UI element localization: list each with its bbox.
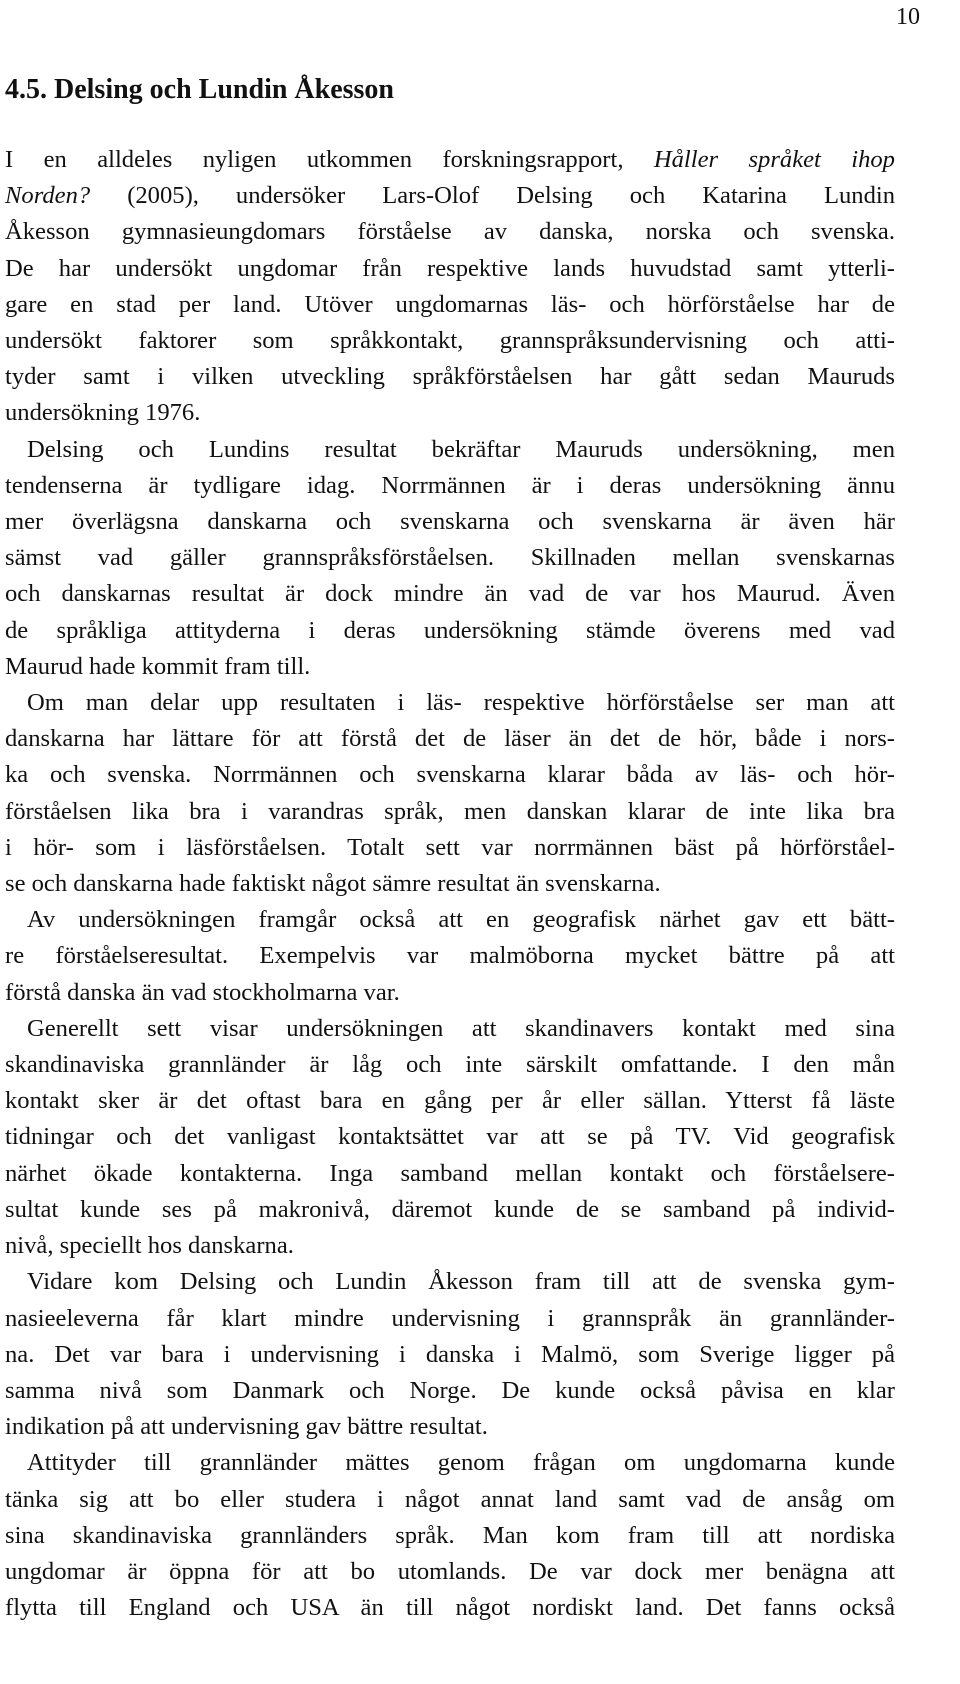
text-line (5, 685, 895, 721)
text-line (5, 1337, 895, 1373)
line-text: Åkesson gymnasieungdomars förståelse av danska, norska och svenska. (5, 218, 895, 246)
text-line (5, 1482, 895, 1518)
line-text: samma nivå som Danmark och Norge. De kunde också påvisa en klar (5, 1376, 895, 1404)
line-text: danskarna har lättare för att förstå det de läser än det de hör, både i nors- (5, 725, 895, 753)
text-line (5, 540, 895, 576)
text-line (5, 1373, 895, 1409)
body-text (5, 142, 895, 1626)
line-text: sina skandinaviska grannländers språk. Man kom fram till att nordiska (5, 1521, 895, 1549)
line-text: na. Det var bara i undervisning i danska i Malmö, som Sverige ligger på (5, 1340, 895, 1368)
line-text: De har undersökt ungdomar från respektive lands huvudstad samt ytterli- (5, 254, 895, 282)
text-line (5, 613, 895, 649)
text-line (5, 323, 895, 359)
text-line (5, 794, 895, 830)
text-line (5, 142, 895, 178)
line-text: närhet ökade kontakterna. Inga samband mellan kontakt och förståelsere- (5, 1159, 895, 1187)
text-line (5, 1301, 895, 1337)
line-text: de språkliga attityderna i deras undersökning stämde överens med vad (5, 616, 895, 644)
section-heading: 4.5. Delsing och Lundin Åkesson (5, 74, 395, 105)
text-line (5, 1083, 895, 1119)
line-text: ka och svenska. Norrmännen och svenskarna klarar båda av läs- och hör- (5, 761, 895, 789)
paragraph (5, 902, 895, 1011)
text-line (5, 902, 895, 938)
line-text: se och danskarna hade faktiskt något sämre resultat än svenskarna. (5, 870, 661, 898)
text-line (5, 576, 895, 612)
line-text: i hör- som i läsförståelsen. Totalt sett var norrmännen bäst på hörförståel- (5, 833, 895, 861)
line-text: nasieeleverna får klart mindre undervisning i grannspråk än grannländer- (5, 1304, 895, 1332)
paragraph (5, 685, 895, 902)
text-line (5, 1445, 895, 1481)
text-line (5, 938, 895, 974)
paragraph (5, 432, 895, 685)
line-text: Maurud hade kommit fram till. (5, 652, 311, 680)
text-line (5, 1590, 895, 1626)
text-line (5, 359, 895, 395)
italic-title-text: Håller språket ihop (653, 146, 895, 173)
text-line (5, 757, 895, 793)
text-line (5, 1518, 895, 1554)
text-line (5, 178, 895, 214)
text-line (5, 975, 895, 1011)
paragraph (5, 1011, 895, 1264)
line-text: kontakt sker är det oftast bara en gång per år eller sällan. Ytterst få läste (5, 1087, 895, 1115)
italic-title-text: Norden? (5, 182, 91, 210)
text-line (5, 1156, 895, 1192)
line-text: flytta till England och USA än till något nordiskt land. Det fanns också (5, 1594, 895, 1622)
text-line (5, 1264, 895, 1300)
line-text: gare en stad per land. Utöver ungdomarnas läs- och hörförståelse har de (5, 290, 895, 318)
line-text: tidningar och det vanligast kontaktsättet var att se på TV. Vid geografisk (5, 1123, 895, 1151)
paragraph (5, 142, 895, 432)
text-line (5, 287, 895, 323)
line-text: sämst vad gäller grannspråksförståelsen. Skillnaden mellan svenskarnas (5, 544, 895, 572)
line-text: Generellt sett visar undersökningen att skandinavers kontakt med sina (27, 1014, 895, 1042)
text-line (5, 1409, 895, 1445)
line-text: tendenserna är tydligare idag. Norrmännen är i deras undersökning ännu (5, 471, 895, 499)
line-text: mer överlägsna danskarna och svenskarna och svenskarna är även här (5, 508, 895, 536)
text-line (5, 866, 895, 902)
line-text: Vidare kom Delsing och Lundin Åkesson fram till att de svenska gym- (27, 1268, 895, 1296)
text-line (5, 214, 895, 250)
text-line (5, 504, 895, 540)
line-text: undersökning 1976. (5, 399, 201, 427)
text-line (5, 1011, 895, 1047)
line-text: I en alldeles nyligen utkommen forskningsrapport, (5, 146, 654, 173)
text-line (5, 395, 895, 431)
text-line (5, 468, 895, 504)
page-number: 10 (896, 4, 920, 30)
line-text: Av undersökningen framgår också att en geografisk närhet gav ett bätt- (27, 906, 895, 934)
line-text: undersökt faktorer som språkkontakt, grannspråksundervisning och atti- (5, 327, 895, 355)
text-line (5, 432, 895, 468)
text-line (5, 1119, 895, 1155)
line-text: nivå, speciellt hos danskarna. (5, 1232, 294, 1260)
line-text: re förståelseresultat. Exempelvis var malmöborna mycket bättre på att (5, 942, 895, 970)
text-line (5, 1192, 895, 1228)
text-line (5, 721, 895, 757)
line-text: tyder samt i vilken utveckling språkförståelsen har gått sedan Mauruds (5, 363, 895, 391)
text-line (5, 1554, 895, 1590)
text-line (5, 830, 895, 866)
text-line (5, 1047, 895, 1083)
line-text: Delsing och Lundins resultat bekräftar Mauruds undersökning, men (27, 435, 895, 463)
line-text: förstå danska än vad stockholmarna var. (5, 978, 400, 1006)
line-text: förståelsen lika bra i varandras språk, men danskan klarar de inte lika bra (5, 797, 895, 825)
paragraph (5, 1264, 895, 1445)
line-text: ungdomar är öppna för att bo utomlands. De var dock mer benägna att (5, 1557, 895, 1585)
line-text: och danskarnas resultat är dock mindre än vad de var hos Maurud. Även (5, 580, 895, 608)
line-text: indikation på att undervisning gav bättre resultat. (5, 1413, 488, 1441)
line-text: (2005), undersöker Lars-Olof Delsing och Katarina Lundin (90, 182, 895, 210)
line-text: tänka sig att bo eller studera i något annat land samt vad de ansåg om (5, 1485, 895, 1513)
line-text: skandinaviska grannländer är låg och inte särskilt omfattande. I den mån (5, 1051, 895, 1079)
line-text: sultat kunde ses på makronivå, däremot kunde de se samband på individ- (5, 1195, 895, 1223)
text-line (5, 649, 895, 685)
text-line (5, 251, 895, 287)
line-text: Attityder till grannländer mättes genom frågan om ungdomarna kunde (27, 1449, 895, 1477)
line-text: Om man delar upp resultaten i läs- respektive hörförståelse ser man att (27, 689, 895, 717)
text-line (5, 1228, 895, 1264)
paragraph (5, 1445, 895, 1626)
